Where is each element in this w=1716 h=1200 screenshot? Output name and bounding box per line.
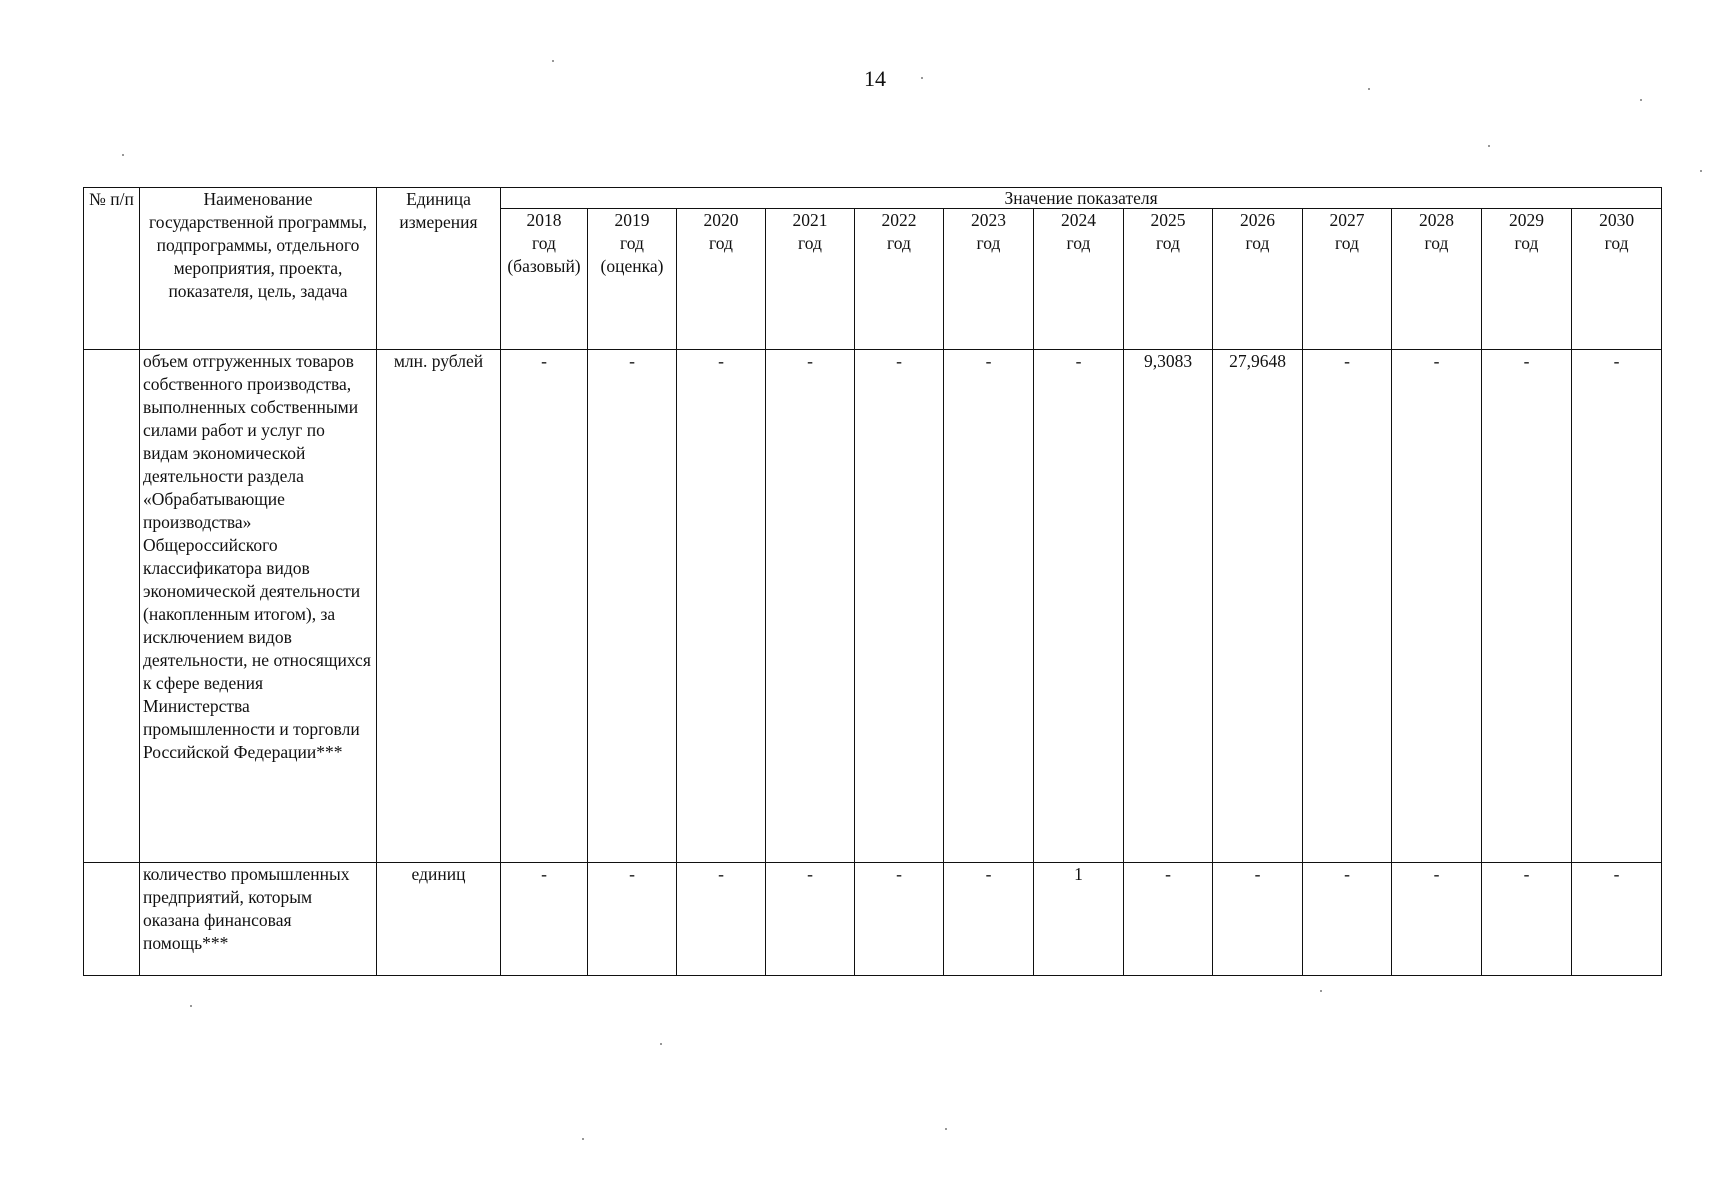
header-year-2020 xyxy=(677,209,766,350)
value-cell-2018: - xyxy=(501,863,588,976)
indicator-unit: единиц xyxy=(377,863,501,976)
header-year-line2: год xyxy=(709,233,733,253)
value-cell-2027: - xyxy=(1303,350,1392,863)
header-year-2027 xyxy=(1303,209,1392,350)
value-cell-2021: - xyxy=(766,350,855,863)
scan-speck xyxy=(660,1043,662,1045)
header-year-line2: год xyxy=(1604,233,1629,253)
value-cell-2024: 1 xyxy=(1034,863,1124,976)
header-year-2018 xyxy=(501,209,588,350)
value-cell-2022: - xyxy=(855,350,944,863)
value-cell-2025: - xyxy=(1124,863,1213,976)
row-number xyxy=(84,350,140,863)
header-year-year: 2023 xyxy=(971,210,1006,230)
header-year-2019 xyxy=(588,209,677,350)
header-year-2022 xyxy=(855,209,944,350)
header-year-2029 xyxy=(1482,209,1572,350)
header-year-line2: год xyxy=(798,233,822,253)
table-row xyxy=(84,350,1662,863)
header-year-year: 2027 xyxy=(1329,210,1365,230)
header-year-year: 2025 xyxy=(1150,210,1186,230)
scan-speck xyxy=(1640,99,1642,101)
header-year-line2: год xyxy=(887,233,911,253)
header-year-line2: год xyxy=(1424,233,1449,253)
value-cell-2019: - xyxy=(588,350,677,863)
header-year-line2: год xyxy=(1066,233,1091,253)
row-number xyxy=(84,863,140,976)
value-cell-2019: - xyxy=(588,863,677,976)
header-year-2024 xyxy=(1034,209,1124,350)
header-year-year: 2021 xyxy=(792,210,828,230)
header-year-line2: год xyxy=(1245,233,1270,253)
page-number: 14 xyxy=(864,66,886,91)
scan-speck xyxy=(921,77,923,79)
header-year-2023 xyxy=(944,209,1034,350)
header-year-2028 xyxy=(1392,209,1482,350)
header-year-line2: год xyxy=(620,233,644,253)
value-cell-2026: 27,9648 xyxy=(1213,350,1303,863)
value-cell-2029: - xyxy=(1482,350,1572,863)
indicator-name: объем отгруженных товаров собственного производства, выполненных собственными силами работ и услуг по видам экономической деятельности раздела «Обрабатывающие производства» Общероссийского классификатора видов экономической деятельности (накопленным итогом), за исключением видов деятельности, не относящихся к сфере ведения Министерства промышленности и торговли Российской Федерации*** xyxy=(140,350,377,863)
value-cell-2027: - xyxy=(1303,863,1392,976)
header-year-year: 2029 xyxy=(1509,210,1544,230)
value-cell-2030: - xyxy=(1572,863,1662,976)
header-year-line3: (оценка) xyxy=(600,256,664,276)
value-cell-2023: - xyxy=(944,863,1034,976)
scan-speck xyxy=(190,1005,192,1007)
header-year-year: 2022 xyxy=(881,210,917,230)
scan-speck xyxy=(1488,145,1490,147)
value-cell-2029: - xyxy=(1482,863,1572,976)
header-year-2030 xyxy=(1572,209,1662,350)
header-row xyxy=(84,188,1662,209)
header-year-year: 2019 xyxy=(614,210,650,230)
value-cell-2023: - xyxy=(944,350,1034,863)
scan-speck xyxy=(945,1128,947,1130)
value-cell-2020: - xyxy=(677,863,766,976)
value-cell-2018: - xyxy=(501,350,588,863)
header-year-line2: год xyxy=(1514,233,1539,253)
header-year-year: 2018 xyxy=(526,210,562,230)
value-cell-2030: - xyxy=(1572,350,1662,863)
table-row xyxy=(84,863,1662,976)
scan-speck xyxy=(582,1138,584,1140)
indicator-unit: млн. рублей xyxy=(377,350,501,863)
header-year-year: 2030 xyxy=(1599,210,1635,230)
header-year-2025 xyxy=(1124,209,1213,350)
header-year-line2: год xyxy=(1156,233,1180,253)
value-cell-2024: - xyxy=(1034,350,1124,863)
header-year-year: 2026 xyxy=(1240,210,1275,230)
scan-speck xyxy=(1700,170,1702,172)
header-year-line2: год xyxy=(1335,233,1359,253)
header-year-line2: год xyxy=(976,233,1001,253)
header-indicator-value: Значение показателя xyxy=(501,188,1662,209)
value-cell-2022: - xyxy=(855,863,944,976)
table-body xyxy=(84,350,1662,976)
scan-speck xyxy=(1320,990,1322,992)
header-year-line3: (базовый) xyxy=(507,256,581,276)
value-cell-2026: - xyxy=(1213,863,1303,976)
header-unit: Единица измерения xyxy=(377,188,501,350)
indicator-name: количество промышленных предприятий, которым оказана финансовая помощь*** xyxy=(140,863,377,976)
header-name: Наименование государственной программы, подпрограммы, отдельного мероприятия, проекта, показателя, цель, задача xyxy=(140,188,377,350)
header-year-year: 2028 xyxy=(1419,210,1454,230)
value-cell-2028: - xyxy=(1392,863,1482,976)
value-cell-2021: - xyxy=(766,863,855,976)
header-no: № п/п xyxy=(84,188,140,350)
scan-speck xyxy=(552,60,554,62)
header-year-year: 2020 xyxy=(703,210,739,230)
indicator-table xyxy=(83,187,1662,976)
value-cell-2028: - xyxy=(1392,350,1482,863)
scan-speck xyxy=(1368,88,1370,90)
header-year-year: 2024 xyxy=(1061,210,1096,230)
header-year-2026 xyxy=(1213,209,1303,350)
value-cell-2020: - xyxy=(677,350,766,863)
header-year-line2: год xyxy=(532,233,556,253)
header-year-2021 xyxy=(766,209,855,350)
value-cell-2025: 9,3083 xyxy=(1124,350,1213,863)
scan-speck xyxy=(122,154,124,156)
